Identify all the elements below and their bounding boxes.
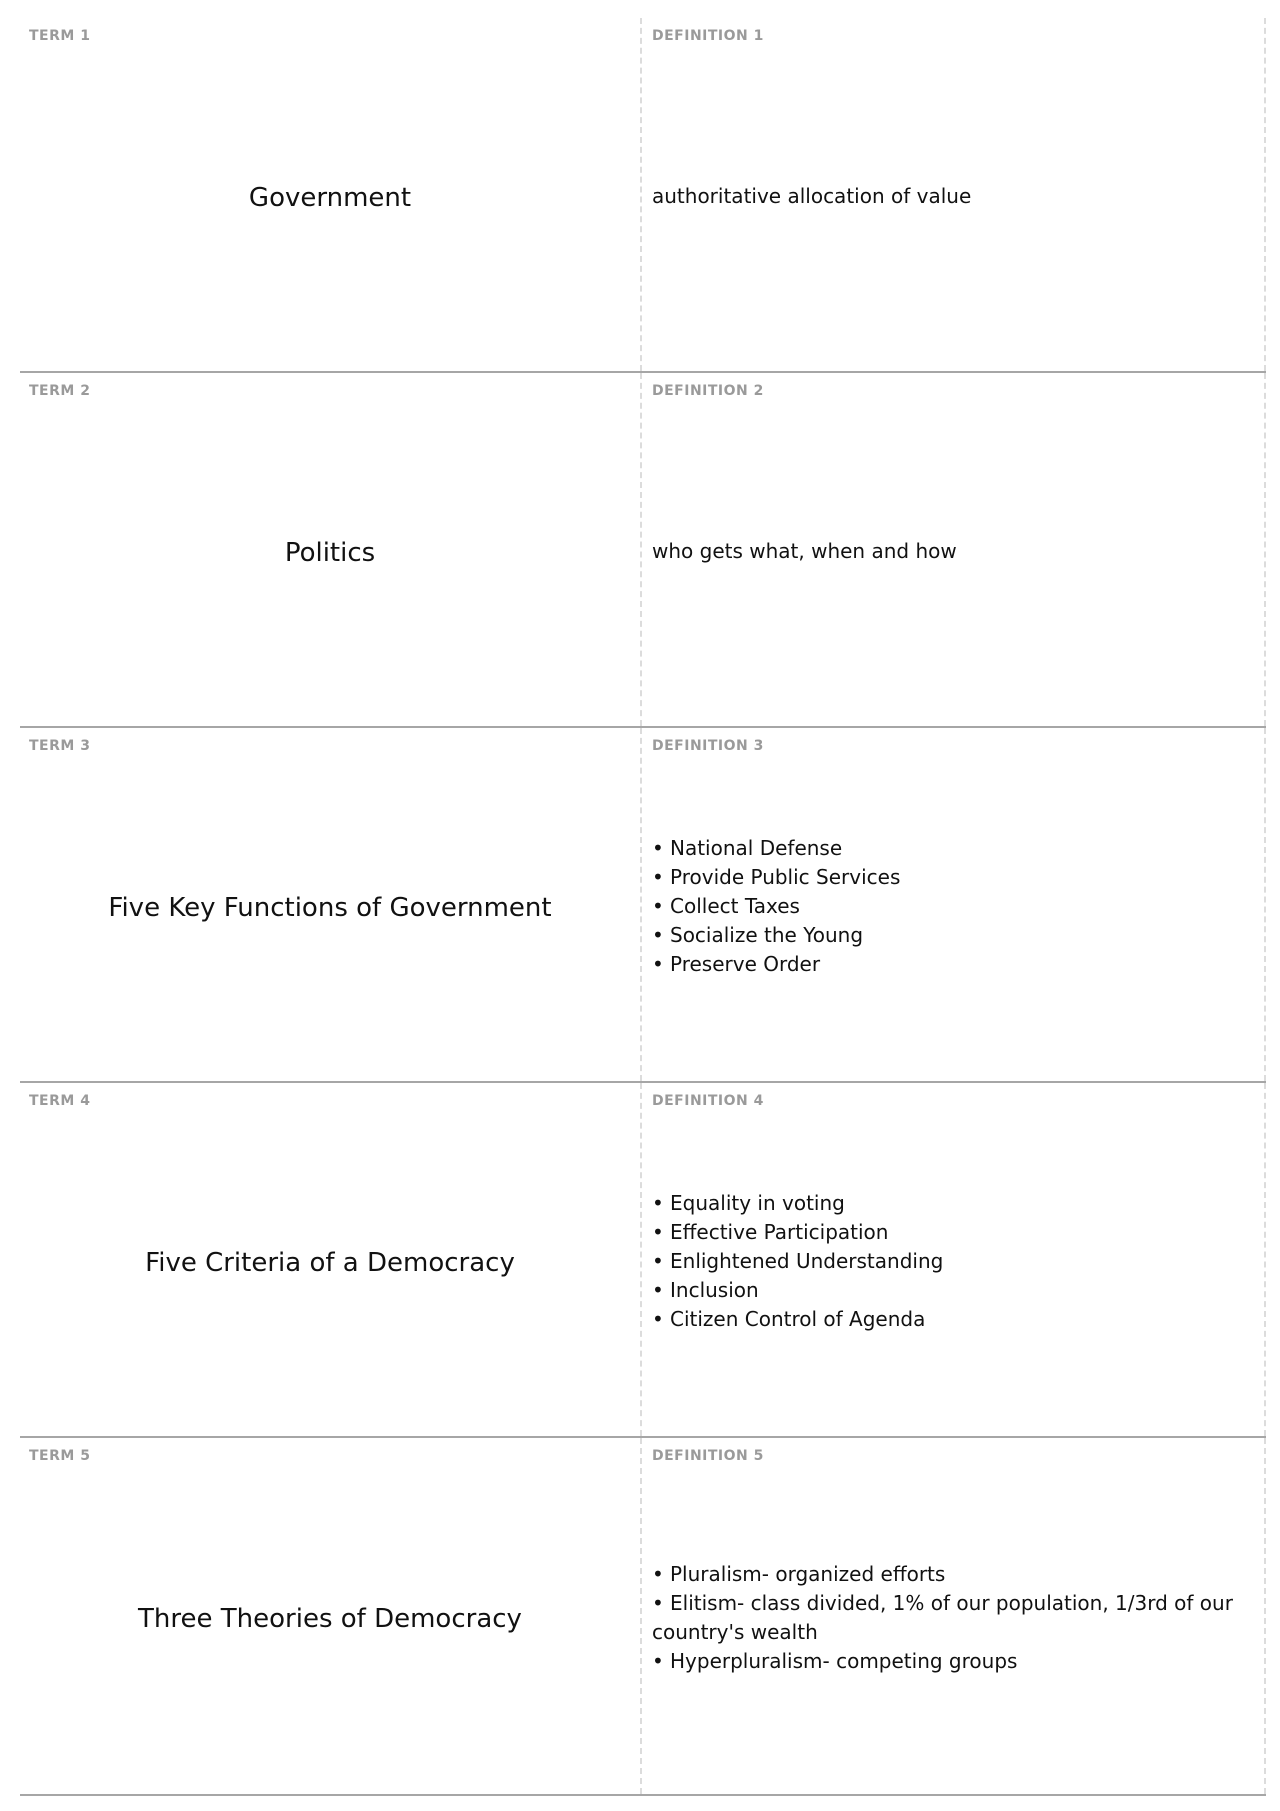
term-text: Five Criteria of a Democracy (145, 1247, 515, 1278)
term-cell[interactable] (20, 18, 642, 371)
bullet-icon: • (652, 1649, 664, 1673)
definition-list-item: • Elitism- class divided, 1% of our population, 1/3rd of our country's wealth (652, 1591, 1233, 1644)
term-text: Politics (284, 537, 376, 568)
definition-label: DEFINITION 2 (652, 383, 764, 399)
term-label: TERM 2 (29, 383, 91, 399)
term-label: TERM 4 (29, 1093, 91, 1109)
bullet-icon: • (652, 1307, 664, 1331)
bullet-icon: • (652, 952, 664, 976)
definition-cell[interactable] (642, 373, 1266, 726)
term-cell[interactable] (20, 373, 642, 726)
flashcard-sheet (20, 18, 1266, 1796)
definition-label: DEFINITION 3 (652, 738, 764, 754)
term-text: Three Theories of Democracy (138, 1604, 522, 1634)
definition-cell[interactable] (642, 1083, 1266, 1436)
definition-list-item: • Hyperpluralism- competing groups (652, 1647, 1234, 1676)
definition-list-item: • Preserve Order (652, 950, 900, 979)
definition-label: DEFINITION 4 (652, 1093, 764, 1109)
bullet-icon: • (652, 1278, 664, 1302)
definition-list (652, 834, 900, 979)
definition-list-item: • Socialize the Young (652, 921, 900, 950)
bullet-icon: • (652, 923, 664, 947)
flashcard-row (20, 18, 1266, 373)
term-text: Government (248, 182, 412, 213)
bullet-icon: • (652, 1220, 664, 1244)
definition-list-item: • Enlightened Understanding (652, 1247, 943, 1276)
flashcard-row (20, 373, 1266, 728)
definition-list-item: • Provide Public Services (652, 863, 900, 892)
definition-list-item: • Pluralism- organized efforts (652, 1560, 1234, 1589)
bullet-icon: • (652, 1591, 664, 1615)
definition-cell[interactable] (642, 1438, 1266, 1794)
definition-cell[interactable] (642, 728, 1266, 1081)
bullet-icon: • (652, 865, 664, 889)
definition-list-item: • Inclusion (652, 1276, 943, 1305)
definition-text: authoritative allocation of value (652, 184, 972, 208)
bullet-icon: • (652, 836, 664, 860)
definition-list-item: • Collect Taxes (652, 892, 900, 921)
term-label: TERM 1 (29, 28, 91, 44)
definition-list-item: • Equality in voting (652, 1189, 943, 1218)
flashcard-row (20, 1083, 1266, 1438)
definition-list (652, 1189, 943, 1334)
definition-list (652, 1560, 1234, 1676)
term-label: TERM 5 (29, 1448, 91, 1464)
flashcard-row (20, 1438, 1266, 1796)
term-text: Five Key Functions of Government (108, 892, 552, 923)
term-label: TERM 3 (29, 738, 91, 754)
bullet-icon: • (652, 1562, 664, 1586)
bullet-icon: • (652, 1249, 664, 1273)
definition-list-item: • Effective Participation (652, 1218, 943, 1247)
definition-cell[interactable] (642, 18, 1266, 371)
definition-list-item: • Citizen Control of Agenda (652, 1305, 943, 1334)
term-cell[interactable] (20, 728, 642, 1081)
flashcard-row (20, 728, 1266, 1083)
bullet-icon: • (652, 1191, 664, 1215)
bullet-icon: • (652, 894, 664, 918)
definition-label: DEFINITION 1 (652, 28, 764, 44)
definition-text: who gets what, when and how (652, 539, 957, 563)
definition-label: DEFINITION 5 (652, 1448, 764, 1464)
term-cell[interactable] (20, 1083, 642, 1436)
term-cell[interactable] (20, 1438, 642, 1794)
definition-list-item: • National Defense (652, 834, 900, 863)
